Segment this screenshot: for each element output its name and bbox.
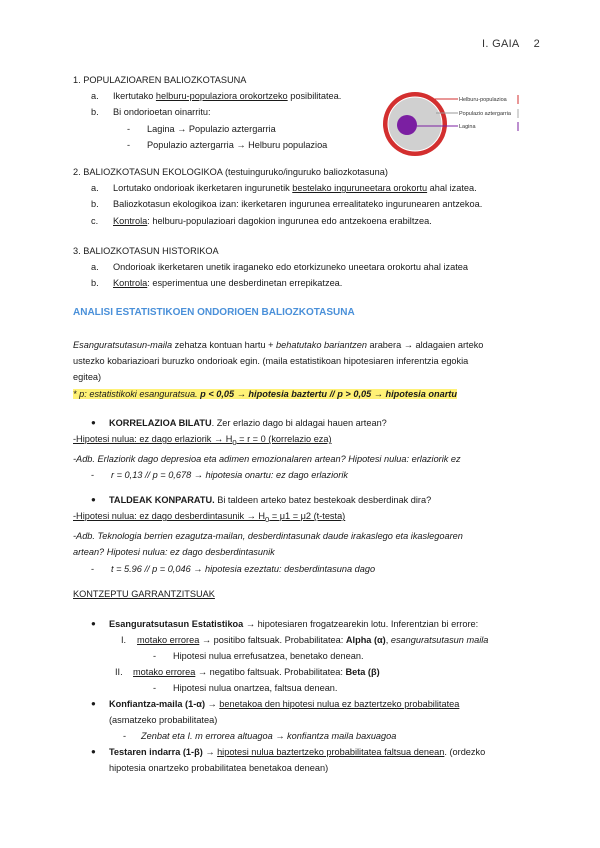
- list-item: b. Bi ondorioetan oinarritu:: [91, 107, 211, 118]
- section-ecological-validity: [73, 164, 533, 229]
- list-item: b. Baliozkotasun ekologikoa izan: ikerketaren ingurunea errealitateko ingurunearen antzekoa.: [91, 199, 483, 210]
- section-title: 1. POPULAZIOAREN BALIOZKOTASUNA: [73, 75, 247, 85]
- diagram-label: Populazio aztergarria: [459, 111, 511, 117]
- list-item: - Populazio aztergarria → Helburu populazioa: [127, 139, 328, 150]
- key-concepts-list: ● Esanguratsutasun Estatistikoa → hipotesiaren frogatzearekin lotu. Inferentzian bi errore: I. motako errorea → positibo faltsuak. Probabilitatea: Alpha (α), esanguratsutasun maila - Hipotesi nulua errefusatzea, benetako denean. II. motako errorea → negatibo faltsuak. Probabilitatea: Beta (β) - Hipotesi nulua onartzea, faltsua denean. ● Konfiantza-maila (1-α) → benetakoa den hipotesi nulua ez baztertzeko probabilitatea (asmatzeko probabilitatea) - Zenbat eta I. m errorea altuagoa → konfiantza maila baxuagoa ● Testaren indarra (1-β) → hipotesi nulua baztertzeko probabilitatea faltsua denean. (ordezko hipotesia onartzeko probabilitatea benetakoa denean): [73, 616, 533, 776]
- list-item: b. Kontrola: esperimentua une desberdinetan errepikatzea.: [91, 278, 343, 289]
- analysis-paragraph: Esanguratsutasun-maila zehatza kontuan hartu + behatutako bariantzen arabera → aldagaien arteko ustezko kobariazioari buruzko ondorioak egin. (maila estatistikoan hipotesiaren inferentzia egokia egitea) * p: estatistikoki esanguratsua. p < 0,05 → hipotesia baztertu // p > 0,05 → hipotesia onartu: [73, 337, 533, 402]
- section-historical-validity: [73, 243, 533, 292]
- list-item: a. Ikertutako helburu-populaziora orokortzeko posibilitatea.: [91, 91, 342, 102]
- key-concepts-section: [73, 586, 533, 602]
- list-item: c. Kontrola: helburu-populazioari dagokion ingurunea edo antzekoena erabiltzea.: [91, 215, 432, 226]
- section-title: ANALISI ESTATISTIKOEN ONDORIOEN BALIOZKOTASUNA: [73, 307, 355, 318]
- diagram-label: Lagina: [459, 124, 476, 130]
- population-diagram: [380, 82, 530, 162]
- section-title: 2. BALIOZKOTASUN EKOLOGIKOA (testuinguruko/inguruko baliozkotasuna): [73, 167, 388, 177]
- chapter-title: I. GAIA: [482, 38, 520, 50]
- bullet-icon: ●: [91, 747, 96, 756]
- bullet-icon: ●: [91, 699, 96, 708]
- correlation-block: ● KORRELAZIOA BILATU. Zer erlazio dago bi aldagai hauen artean? -Hipotesi nulua: ez dago erlaziorik → $H_0 = r = 0$ (korrelazio eza) -Adb. Erlaziorik dago depresioa eta adimen emozionalaren artean? Hipotesi nulua: erlaziorik ez - r = 0,13 // p = 0,678 → hipotesia onartu: ez dago erlaziorik: [73, 415, 533, 484]
- section-title: 3. BALIOZKOTASUN HISTORIKOA: [73, 246, 219, 256]
- bullet-icon: ●: [91, 418, 96, 427]
- list-item: a. Ondorioak ikerketaren unetik iraganeko edo etorkizuneko uneetara orokortu ahal izatea: [91, 262, 468, 273]
- section-statistical-analysis: [73, 305, 533, 321]
- bullet-icon: ●: [91, 495, 96, 504]
- page-header: [468, 38, 540, 50]
- diagram-label: Helburu-populazioa: [459, 97, 507, 103]
- sample-circle: [397, 115, 417, 135]
- page-number: 2: [533, 38, 540, 50]
- section-title: KONTZEPTU GARRANTZITSUAK: [73, 589, 215, 599]
- list-item: a. Lortutako ondorioak ikerketaren ingurunetik bestelako inguruneetara orokortu ahal izatea.: [91, 183, 477, 194]
- bullet-icon: ●: [91, 619, 96, 628]
- highlight-note: * p: estatistikoki esanguratsua. p < 0,05 → hipotesia baztertu // p > 0,05 → hipotesia onartu: [73, 388, 457, 399]
- group-comparison-block: ● TALDEAK KONPARATU. Bi taldeen arteko batez bestekoak desberdinak dira? -Hipotesi nulua: ez dago desberdintasunik → $H_0 = \mu 1 = \mu 2$ (t-testa) -Adb. Teknologia berrien ezagutza-mailan, desberdintasunak daude irakaslego eta ikaslegoaren artean? Hipotesi nulua: ez dago desberdintasunik - t = 5.96 // p = 0,046 → hipotesia ezeztatu: desberdintasuna dago: [73, 492, 533, 577]
- list-item: - Lagina → Populazio aztergarria: [127, 123, 276, 134]
